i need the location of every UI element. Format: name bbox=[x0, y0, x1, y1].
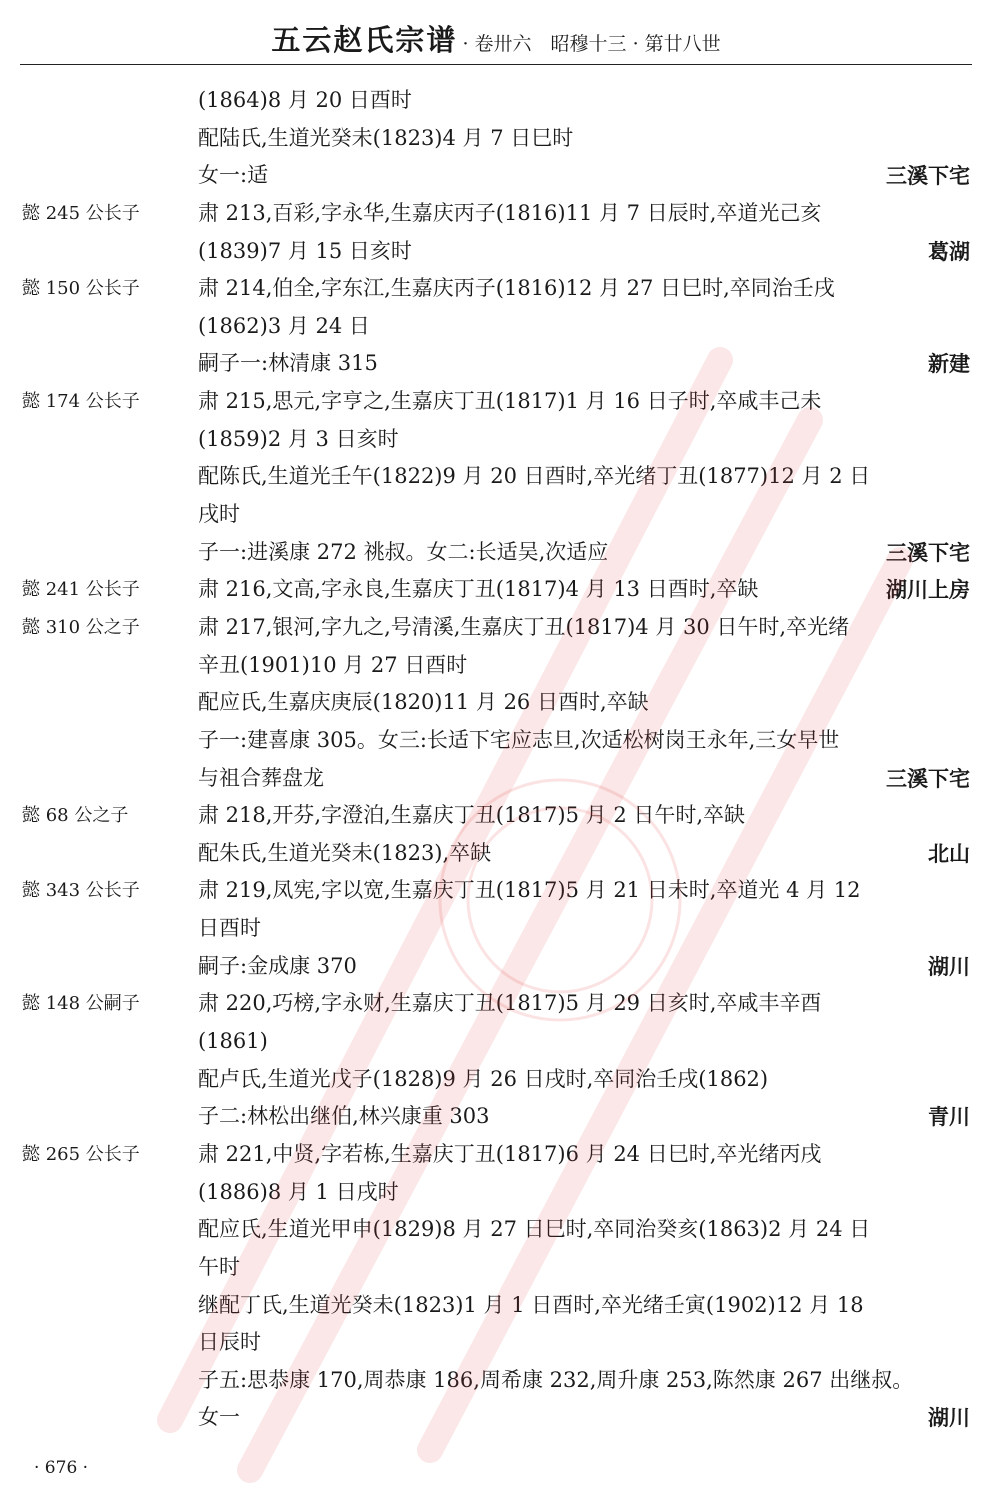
entry-line bbox=[0, 1362, 992, 1400]
entry-text: 子一:进溪康 272 祧叔。女二:长适吴,次适应 bbox=[198, 539, 609, 564]
entry-line bbox=[0, 496, 992, 534]
entry-line bbox=[0, 1174, 992, 1212]
residence-location: 三溪下宅 bbox=[886, 765, 970, 791]
entry-line bbox=[0, 1061, 992, 1099]
parent-ref: 懿 150 公长子 bbox=[22, 278, 140, 300]
residence-location: 北山 bbox=[928, 840, 970, 866]
entry-text: (1859)2 月 3 日亥时 bbox=[198, 426, 399, 451]
page-number: · 676 · bbox=[34, 1458, 89, 1478]
entry-line bbox=[0, 684, 992, 722]
entry-text: 肃 220,巧榜,字永财,生嘉庆丁丑(1817)5 月 29 日亥时,卒咸丰辛酉 bbox=[198, 991, 822, 1016]
residence-location: 湖川 bbox=[928, 1405, 970, 1431]
entry-line bbox=[0, 609, 992, 647]
entry-text: (1839)7 月 15 日亥时 bbox=[198, 238, 412, 263]
entry-line bbox=[0, 948, 992, 986]
residence-location: 新建 bbox=[928, 351, 970, 377]
genealogy-entries bbox=[0, 82, 992, 1437]
entry-text: 日酉时 bbox=[198, 916, 261, 941]
entry-text: (1862)3 月 24 日 bbox=[198, 313, 370, 338]
entry-text: (1864)8 月 20 日酉时 bbox=[198, 88, 412, 112]
entry-line bbox=[0, 345, 992, 383]
entry-line bbox=[0, 835, 992, 873]
entry-text: 肃 217,银河,字九之,号清溪,生嘉庆丁丑(1817)4 月 30 日午时,卒光绪 bbox=[198, 614, 850, 639]
entry-text: 与祖合葬盘龙 bbox=[198, 765, 324, 790]
entry-text: 配朱氏,生道光癸未(1823),卒缺 bbox=[198, 840, 492, 865]
residence-location: 三溪下宅 bbox=[886, 539, 970, 565]
entry-text: 女一 bbox=[198, 1405, 240, 1430]
entry-text: 辛丑(1901)10 月 27 日酉时 bbox=[198, 652, 468, 677]
entry-line bbox=[0, 1324, 992, 1362]
entry-text: 配卢氏,生道光戊子(1828)9 月 26 日戌时,卒同治壬戌(1862) bbox=[198, 1066, 769, 1091]
entry-line bbox=[0, 910, 992, 948]
entry-line bbox=[0, 82, 992, 120]
entry-text: 配应氏,生嘉庆庚辰(1820)11 月 26 日酉时,卒缺 bbox=[198, 690, 649, 715]
parent-ref: 懿 241 公长子 bbox=[22, 579, 140, 601]
entry-text: 日辰时 bbox=[198, 1330, 261, 1355]
entry-text: 肃 216,文高,字永良,生嘉庆丁丑(1817)4 月 13 日酉时,卒缺 bbox=[198, 577, 759, 602]
entry-text: 嗣子:金成康 370 bbox=[198, 953, 357, 978]
entry-line bbox=[0, 233, 992, 271]
entry-text: (1861) bbox=[198, 1029, 268, 1054]
parent-ref: 懿 265 公长子 bbox=[22, 1143, 140, 1165]
entry-text: 嗣子一:林清康 315 bbox=[198, 351, 378, 376]
entry-line bbox=[0, 1136, 992, 1174]
entry-text: 肃 213,百彩,字永华,生嘉庆丙子(1816)11 月 7 日辰时,卒道光己亥 bbox=[198, 200, 822, 225]
entry-text: 子二:林松出继伯,林兴康重 303 bbox=[198, 1104, 490, 1129]
entry-line bbox=[0, 1287, 992, 1325]
entry-line bbox=[0, 458, 992, 496]
entry-line bbox=[0, 421, 992, 459]
residence-location: 三溪下宅 bbox=[886, 163, 970, 189]
residence-location: 青川 bbox=[928, 1104, 970, 1130]
entry-line bbox=[0, 797, 992, 835]
entry-line bbox=[0, 985, 992, 1023]
parent-ref: 懿 148 公嗣子 bbox=[22, 993, 140, 1015]
entry-line bbox=[0, 157, 992, 195]
parent-ref: 懿 343 公长子 bbox=[22, 880, 140, 902]
entry-line bbox=[0, 1249, 992, 1287]
entry-text: 肃 219,凤宪,字以宽,生嘉庆丁丑(1817)5 月 21 日未时,卒道光 4 月 12 bbox=[198, 878, 861, 903]
entry-line bbox=[0, 647, 992, 685]
entry-text: 配陈氏,生道光壬午(1822)9 月 20 日酉时,卒光绪丁丑(1877)12 月 2 日 bbox=[198, 464, 871, 489]
volume-info: · 卷卅六 昭穆十三 · 第廿八世 bbox=[462, 33, 721, 55]
entry-line bbox=[0, 760, 992, 798]
parent-ref: 懿 310 公之子 bbox=[22, 616, 140, 638]
entry-line bbox=[0, 872, 992, 910]
book-title: 五云赵氏宗谱 bbox=[271, 23, 458, 57]
entry-line bbox=[0, 1023, 992, 1061]
page-header bbox=[0, 18, 992, 59]
entry-line bbox=[0, 383, 992, 421]
parent-ref: 懿 68 公之子 bbox=[22, 805, 129, 827]
parent-ref: 懿 245 公长子 bbox=[22, 202, 140, 224]
entry-line bbox=[0, 571, 992, 609]
entry-line bbox=[0, 1399, 992, 1437]
entry-line bbox=[0, 722, 992, 760]
entry-text: 肃 221,中贤,字若栋,生嘉庆丁丑(1817)6 月 24 日巳时,卒光绪丙戌 bbox=[198, 1141, 822, 1166]
entry-text: 戌时 bbox=[198, 502, 240, 527]
entry-text: 继配丁氏,生道光癸未(1823)1 月 1 日酉时,卒光绪壬寅(1902)12 月 18 bbox=[198, 1292, 864, 1317]
residence-location: 湖川 bbox=[928, 953, 970, 979]
residence-location: 湖川上房 bbox=[886, 577, 970, 603]
entry-text: 午时 bbox=[198, 1254, 240, 1279]
parent-ref: 懿 174 公长子 bbox=[22, 391, 140, 413]
entry-line bbox=[0, 534, 992, 572]
entry-text: 配应氏,生道光甲申(1829)8 月 27 日巳时,卒同治癸亥(1863)2 月 24 日 bbox=[198, 1217, 871, 1242]
entry-line bbox=[0, 195, 992, 233]
entry-line bbox=[0, 270, 992, 308]
entry-text: 子一:建喜康 305。女三:长适下宅应志旦,次适松树岗王永年,三女早世 bbox=[198, 727, 840, 752]
residence-location: 葛湖 bbox=[928, 238, 970, 264]
entry-text: 肃 214,伯全,字东江,生嘉庆丙子(1816)12 月 27 日巳时,卒同治壬戌 bbox=[198, 276, 835, 301]
entry-text: 肃 215,思元,字亨之,生嘉庆丁丑(1817)1 月 16 日子时,卒咸丰己未 bbox=[198, 389, 822, 414]
entry-line bbox=[0, 1211, 992, 1249]
entry-text: 女一:适 bbox=[198, 163, 269, 188]
header-rule bbox=[20, 64, 972, 65]
entry-text: 配陆氏,生道光癸未(1823)4 月 7 日巳时 bbox=[198, 125, 574, 150]
entry-line bbox=[0, 120, 992, 158]
entry-line bbox=[0, 1098, 992, 1136]
entry-text: 子五:思恭康 170,周恭康 186,周希康 232,周升康 253,陈然康 267 出继叔。 bbox=[198, 1367, 914, 1392]
entry-text: (1886)8 月 1 日戌时 bbox=[198, 1179, 399, 1204]
entry-text: 肃 218,开芬,字澄泊,生嘉庆丁丑(1817)5 月 2 日午时,卒缺 bbox=[198, 803, 746, 828]
entry-line bbox=[0, 308, 992, 346]
